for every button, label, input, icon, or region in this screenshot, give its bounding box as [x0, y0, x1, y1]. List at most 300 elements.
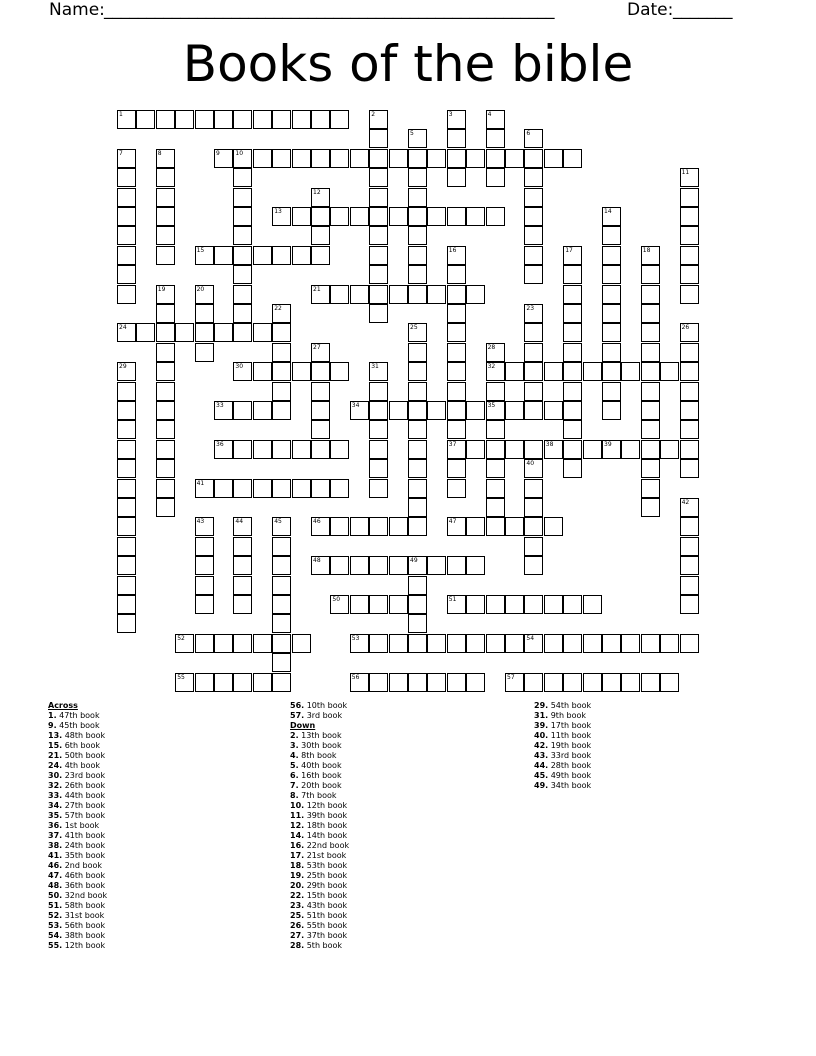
crossword-cell[interactable]: [253, 634, 272, 653]
crossword-cell[interactable]: [641, 246, 660, 265]
crossword-cell[interactable]: [544, 517, 563, 536]
crossword-cell[interactable]: [117, 265, 136, 284]
crossword-cell[interactable]: [447, 517, 466, 536]
crossword-cell[interactable]: [602, 401, 621, 420]
crossword-cell[interactable]: [408, 246, 427, 265]
crossword-cell[interactable]: [680, 343, 699, 362]
crossword-cell[interactable]: [233, 304, 252, 323]
crossword-cell[interactable]: [156, 440, 175, 459]
crossword-cell[interactable]: [350, 149, 369, 168]
crossword-cell[interactable]: [486, 149, 505, 168]
crossword-cell[interactable]: [408, 188, 427, 207]
crossword-cell[interactable]: [621, 440, 640, 459]
crossword-cell[interactable]: [292, 479, 311, 498]
crossword-cell[interactable]: [195, 517, 214, 536]
crossword-cell[interactable]: [544, 401, 563, 420]
crossword-cell[interactable]: [369, 517, 388, 536]
crossword-cell[interactable]: [505, 401, 524, 420]
crossword-cell[interactable]: [505, 517, 524, 536]
crossword-cell[interactable]: [583, 634, 602, 653]
crossword-cell[interactable]: [389, 595, 408, 614]
crossword-cell[interactable]: [330, 595, 349, 614]
crossword-cell[interactable]: [408, 265, 427, 284]
crossword-cell[interactable]: [233, 440, 252, 459]
crossword-cell[interactable]: [272, 304, 291, 323]
crossword-cell[interactable]: [408, 401, 427, 420]
crossword-cell[interactable]: [369, 168, 388, 187]
crossword-cell[interactable]: [583, 673, 602, 692]
crossword-cell[interactable]: [641, 285, 660, 304]
crossword-cell[interactable]: [408, 285, 427, 304]
crossword-cell[interactable]: [214, 246, 233, 265]
crossword-cell[interactable]: [311, 110, 330, 129]
crossword-cell[interactable]: [680, 401, 699, 420]
crossword-cell[interactable]: [602, 323, 621, 342]
crossword-cell[interactable]: [292, 149, 311, 168]
crossword-cell[interactable]: [253, 673, 272, 692]
crossword-cell[interactable]: [466, 595, 485, 614]
crossword-cell[interactable]: [524, 401, 543, 420]
crossword-cell[interactable]: [602, 440, 621, 459]
crossword-cell[interactable]: [272, 246, 291, 265]
crossword-cell[interactable]: [602, 634, 621, 653]
crossword-cell[interactable]: [156, 149, 175, 168]
crossword-cell[interactable]: [350, 517, 369, 536]
crossword-cell[interactable]: [524, 304, 543, 323]
crossword-cell[interactable]: [447, 110, 466, 129]
crossword-cell[interactable]: [486, 362, 505, 381]
crossword-cell[interactable]: [369, 595, 388, 614]
crossword-cell[interactable]: [253, 401, 272, 420]
crossword-cell[interactable]: [524, 226, 543, 245]
crossword-cell[interactable]: [427, 401, 446, 420]
crossword-cell[interactable]: [330, 362, 349, 381]
crossword-cell[interactable]: [524, 595, 543, 614]
crossword-cell[interactable]: [117, 188, 136, 207]
crossword-cell[interactable]: [602, 362, 621, 381]
crossword-cell[interactable]: [195, 634, 214, 653]
crossword-cell[interactable]: [660, 440, 679, 459]
crossword-cell[interactable]: [408, 556, 427, 575]
crossword-cell[interactable]: [408, 614, 427, 633]
crossword-cell[interactable]: [563, 382, 582, 401]
crossword-cell[interactable]: [369, 188, 388, 207]
crossword-cell[interactable]: [641, 323, 660, 342]
crossword-cell[interactable]: [117, 401, 136, 420]
crossword-cell[interactable]: [253, 362, 272, 381]
crossword-cell[interactable]: [447, 595, 466, 614]
crossword-cell[interactable]: [524, 343, 543, 362]
crossword-cell[interactable]: [447, 401, 466, 420]
crossword-cell[interactable]: [117, 168, 136, 187]
crossword-cell[interactable]: [330, 110, 349, 129]
crossword-cell[interactable]: [233, 673, 252, 692]
crossword-cell[interactable]: [350, 401, 369, 420]
crossword-cell[interactable]: [660, 673, 679, 692]
crossword-cell[interactable]: [117, 382, 136, 401]
crossword-cell[interactable]: [117, 226, 136, 245]
crossword-cell[interactable]: [292, 634, 311, 653]
crossword-cell[interactable]: [117, 614, 136, 633]
crossword-cell[interactable]: [156, 246, 175, 265]
crossword-cell[interactable]: [156, 401, 175, 420]
crossword-cell[interactable]: [233, 226, 252, 245]
crossword-cell[interactable]: [466, 207, 485, 226]
crossword-cell[interactable]: [195, 110, 214, 129]
crossword-cell[interactable]: [486, 207, 505, 226]
crossword-cell[interactable]: [195, 576, 214, 595]
crossword-cell[interactable]: [544, 634, 563, 653]
crossword-cell[interactable]: [253, 323, 272, 342]
crossword-cell[interactable]: [486, 343, 505, 362]
crossword-cell[interactable]: [330, 517, 349, 536]
crossword-cell[interactable]: [272, 382, 291, 401]
crossword-cell[interactable]: [214, 673, 233, 692]
crossword-cell[interactable]: [408, 149, 427, 168]
crossword-cell[interactable]: [311, 556, 330, 575]
crossword-cell[interactable]: [583, 362, 602, 381]
crossword-cell[interactable]: [253, 479, 272, 498]
crossword-cell[interactable]: [117, 479, 136, 498]
crossword-cell[interactable]: [369, 420, 388, 439]
crossword-cell[interactable]: [214, 440, 233, 459]
crossword-cell[interactable]: [602, 673, 621, 692]
crossword-cell[interactable]: [583, 595, 602, 614]
crossword-cell[interactable]: [602, 265, 621, 284]
crossword-cell[interactable]: [233, 323, 252, 342]
crossword-cell[interactable]: [117, 420, 136, 439]
crossword-cell[interactable]: [680, 246, 699, 265]
crossword-cell[interactable]: [175, 673, 194, 692]
crossword-cell[interactable]: [350, 285, 369, 304]
crossword-cell[interactable]: [505, 634, 524, 653]
crossword-cell[interactable]: [602, 304, 621, 323]
crossword-cell[interactable]: [195, 323, 214, 342]
crossword-cell[interactable]: [272, 401, 291, 420]
crossword-cell[interactable]: [233, 168, 252, 187]
crossword-cell[interactable]: [486, 595, 505, 614]
crossword-cell[interactable]: [621, 673, 640, 692]
crossword-cell[interactable]: [602, 382, 621, 401]
crossword-cell[interactable]: [272, 362, 291, 381]
crossword-cell[interactable]: [369, 382, 388, 401]
crossword-cell[interactable]: [292, 207, 311, 226]
crossword-cell[interactable]: [156, 188, 175, 207]
crossword-cell[interactable]: [486, 168, 505, 187]
crossword-cell[interactable]: [272, 556, 291, 575]
crossword-cell[interactable]: [641, 420, 660, 439]
crossword-cell[interactable]: [292, 110, 311, 129]
crossword-cell[interactable]: [272, 343, 291, 362]
crossword-cell[interactable]: [233, 246, 252, 265]
crossword-cell[interactable]: [505, 595, 524, 614]
crossword-cell[interactable]: [524, 188, 543, 207]
crossword-cell[interactable]: [447, 323, 466, 342]
crossword-cell[interactable]: [292, 440, 311, 459]
crossword-cell[interactable]: [195, 304, 214, 323]
crossword-cell[interactable]: [156, 498, 175, 517]
crossword-cell[interactable]: [641, 382, 660, 401]
crossword-cell[interactable]: [272, 537, 291, 556]
crossword-cell[interactable]: [117, 595, 136, 614]
crossword-cell[interactable]: [117, 110, 136, 129]
crossword-cell[interactable]: [680, 265, 699, 284]
crossword-cell[interactable]: [680, 382, 699, 401]
crossword-cell[interactable]: [447, 168, 466, 187]
crossword-cell[interactable]: [408, 382, 427, 401]
crossword-cell[interactable]: [466, 517, 485, 536]
crossword-cell[interactable]: [563, 285, 582, 304]
crossword-cell[interactable]: [233, 634, 252, 653]
crossword-cell[interactable]: [427, 634, 446, 653]
crossword-cell[interactable]: [563, 595, 582, 614]
crossword-cell[interactable]: [524, 246, 543, 265]
crossword-cell[interactable]: [117, 149, 136, 168]
crossword-cell[interactable]: [117, 556, 136, 575]
crossword-cell[interactable]: [369, 673, 388, 692]
crossword-cell[interactable]: [214, 323, 233, 342]
crossword-cell[interactable]: [466, 634, 485, 653]
crossword-cell[interactable]: [544, 362, 563, 381]
crossword-cell[interactable]: [427, 556, 446, 575]
crossword-cell[interactable]: [641, 343, 660, 362]
crossword-cell[interactable]: [486, 634, 505, 653]
crossword-cell[interactable]: [408, 207, 427, 226]
crossword-cell[interactable]: [486, 459, 505, 478]
crossword-cell[interactable]: [563, 634, 582, 653]
crossword-cell[interactable]: [524, 323, 543, 342]
crossword-cell[interactable]: [563, 149, 582, 168]
crossword-cell[interactable]: [680, 323, 699, 342]
crossword-cell[interactable]: [408, 226, 427, 245]
crossword-cell[interactable]: [369, 149, 388, 168]
crossword-cell[interactable]: [175, 634, 194, 653]
crossword-cell[interactable]: [311, 440, 330, 459]
crossword-cell[interactable]: [466, 149, 485, 168]
crossword-cell[interactable]: [447, 440, 466, 459]
crossword-cell[interactable]: [253, 440, 272, 459]
crossword-cell[interactable]: [447, 362, 466, 381]
crossword-cell[interactable]: [563, 401, 582, 420]
crossword-cell[interactable]: [311, 479, 330, 498]
crossword-cell[interactable]: [447, 479, 466, 498]
crossword-cell[interactable]: [563, 343, 582, 362]
crossword-cell[interactable]: [563, 265, 582, 284]
crossword-cell[interactable]: [214, 149, 233, 168]
crossword-cell[interactable]: [233, 362, 252, 381]
crossword-cell[interactable]: [369, 226, 388, 245]
crossword-cell[interactable]: [369, 362, 388, 381]
crossword-cell[interactable]: [233, 149, 252, 168]
crossword-cell[interactable]: [544, 440, 563, 459]
crossword-cell[interactable]: [583, 440, 602, 459]
crossword-cell[interactable]: [117, 207, 136, 226]
crossword-cell[interactable]: [408, 517, 427, 536]
crossword-cell[interactable]: [427, 673, 446, 692]
crossword-cell[interactable]: [408, 323, 427, 342]
crossword-cell[interactable]: [408, 595, 427, 614]
crossword-cell[interactable]: [369, 304, 388, 323]
crossword-cell[interactable]: [389, 673, 408, 692]
crossword-cell[interactable]: [524, 537, 543, 556]
crossword-cell[interactable]: [447, 246, 466, 265]
crossword-cell[interactable]: [369, 265, 388, 284]
crossword-cell[interactable]: [466, 673, 485, 692]
crossword-cell[interactable]: [156, 420, 175, 439]
crossword-cell[interactable]: [369, 285, 388, 304]
crossword-cell[interactable]: [408, 459, 427, 478]
crossword-cell[interactable]: [544, 149, 563, 168]
crossword-cell[interactable]: [524, 168, 543, 187]
crossword-cell[interactable]: [214, 479, 233, 498]
crossword-cell[interactable]: [272, 653, 291, 672]
crossword-cell[interactable]: [311, 382, 330, 401]
crossword-cell[interactable]: [195, 285, 214, 304]
crossword-cell[interactable]: [369, 556, 388, 575]
crossword-cell[interactable]: [350, 207, 369, 226]
crossword-cell[interactable]: [680, 517, 699, 536]
crossword-cell[interactable]: [117, 440, 136, 459]
crossword-cell[interactable]: [447, 556, 466, 575]
crossword-cell[interactable]: [233, 207, 252, 226]
crossword-cell[interactable]: [136, 323, 155, 342]
crossword-cell[interactable]: [369, 401, 388, 420]
crossword-cell[interactable]: [641, 440, 660, 459]
crossword-cell[interactable]: [447, 265, 466, 284]
crossword-cell[interactable]: [389, 517, 408, 536]
name-field[interactable]: _____________________________________________________: [104, 0, 555, 20]
crossword-cell[interactable]: [330, 207, 349, 226]
crossword-cell[interactable]: [272, 576, 291, 595]
crossword-cell[interactable]: [563, 440, 582, 459]
crossword-cell[interactable]: [272, 479, 291, 498]
crossword-cell[interactable]: [311, 246, 330, 265]
crossword-cell[interactable]: [311, 188, 330, 207]
crossword-cell[interactable]: [486, 517, 505, 536]
crossword-cell[interactable]: [195, 246, 214, 265]
crossword-cell[interactable]: [408, 168, 427, 187]
crossword-cell[interactable]: [233, 517, 252, 536]
crossword-cell[interactable]: [272, 673, 291, 692]
crossword-cell[interactable]: [602, 246, 621, 265]
crossword-cell[interactable]: [524, 498, 543, 517]
crossword-cell[interactable]: [117, 498, 136, 517]
crossword-cell[interactable]: [253, 246, 272, 265]
crossword-cell[interactable]: [389, 149, 408, 168]
crossword-cell[interactable]: [641, 498, 660, 517]
crossword-cell[interactable]: [233, 401, 252, 420]
crossword-cell[interactable]: [602, 207, 621, 226]
crossword-cell[interactable]: [408, 576, 427, 595]
crossword-cell[interactable]: [214, 634, 233, 653]
crossword-cell[interactable]: [486, 440, 505, 459]
crossword-cell[interactable]: [233, 285, 252, 304]
crossword-cell[interactable]: [389, 401, 408, 420]
crossword-cell[interactable]: [408, 362, 427, 381]
crossword-cell[interactable]: [369, 246, 388, 265]
crossword-cell[interactable]: [350, 634, 369, 653]
crossword-cell[interactable]: [524, 265, 543, 284]
crossword-cell[interactable]: [195, 556, 214, 575]
crossword-cell[interactable]: [524, 440, 543, 459]
crossword-cell[interactable]: [602, 285, 621, 304]
crossword-cell[interactable]: [447, 420, 466, 439]
crossword-cell[interactable]: [563, 323, 582, 342]
crossword-cell[interactable]: [563, 673, 582, 692]
crossword-cell[interactable]: [524, 459, 543, 478]
crossword-cell[interactable]: [505, 362, 524, 381]
crossword-cell[interactable]: [408, 673, 427, 692]
crossword-cell[interactable]: [156, 304, 175, 323]
crossword-cell[interactable]: [272, 207, 291, 226]
crossword-cell[interactable]: [447, 285, 466, 304]
crossword-cell[interactable]: [233, 595, 252, 614]
crossword-cell[interactable]: [563, 246, 582, 265]
crossword-cell[interactable]: [117, 576, 136, 595]
crossword-cell[interactable]: [563, 362, 582, 381]
crossword-cell[interactable]: [466, 285, 485, 304]
crossword-cell[interactable]: [641, 459, 660, 478]
crossword-cell[interactable]: [408, 440, 427, 459]
crossword-cell[interactable]: [447, 673, 466, 692]
crossword-cell[interactable]: [563, 304, 582, 323]
crossword-cell[interactable]: [680, 459, 699, 478]
crossword-cell[interactable]: [466, 440, 485, 459]
crossword-cell[interactable]: [311, 226, 330, 245]
crossword-cell[interactable]: [369, 440, 388, 459]
crossword-cell[interactable]: [330, 440, 349, 459]
crossword-cell[interactable]: [156, 362, 175, 381]
crossword-cell[interactable]: [175, 110, 194, 129]
crossword-cell[interactable]: [680, 168, 699, 187]
crossword-cell[interactable]: [680, 226, 699, 245]
crossword-cell[interactable]: [233, 110, 252, 129]
crossword-cell[interactable]: [330, 479, 349, 498]
crossword-cell[interactable]: [292, 246, 311, 265]
crossword-cell[interactable]: [233, 537, 252, 556]
crossword-cell[interactable]: [156, 285, 175, 304]
crossword-cell[interactable]: [486, 382, 505, 401]
crossword-cell[interactable]: [486, 420, 505, 439]
crossword-cell[interactable]: [524, 673, 543, 692]
crossword-cell[interactable]: [117, 537, 136, 556]
crossword-cell[interactable]: [447, 343, 466, 362]
crossword-cell[interactable]: [427, 285, 446, 304]
crossword-cell[interactable]: [272, 614, 291, 633]
crossword-cell[interactable]: [175, 323, 194, 342]
crossword-cell[interactable]: [195, 595, 214, 614]
crossword-cell[interactable]: [389, 285, 408, 304]
crossword-cell[interactable]: [680, 576, 699, 595]
crossword-cell[interactable]: [680, 188, 699, 207]
crossword-cell[interactable]: [641, 401, 660, 420]
crossword-cell[interactable]: [214, 110, 233, 129]
crossword-cell[interactable]: [311, 149, 330, 168]
crossword-cell[interactable]: [641, 634, 660, 653]
crossword-cell[interactable]: [156, 459, 175, 478]
crossword-cell[interactable]: [641, 265, 660, 284]
crossword-cell[interactable]: [524, 207, 543, 226]
crossword-cell[interactable]: [117, 285, 136, 304]
crossword-cell[interactable]: [602, 343, 621, 362]
crossword-cell[interactable]: [330, 149, 349, 168]
crossword-cell[interactable]: [272, 517, 291, 536]
crossword-cell[interactable]: [641, 362, 660, 381]
crossword-cell[interactable]: [621, 362, 640, 381]
crossword-cell[interactable]: [369, 479, 388, 498]
crossword-cell[interactable]: [486, 479, 505, 498]
crossword-cell[interactable]: [641, 304, 660, 323]
